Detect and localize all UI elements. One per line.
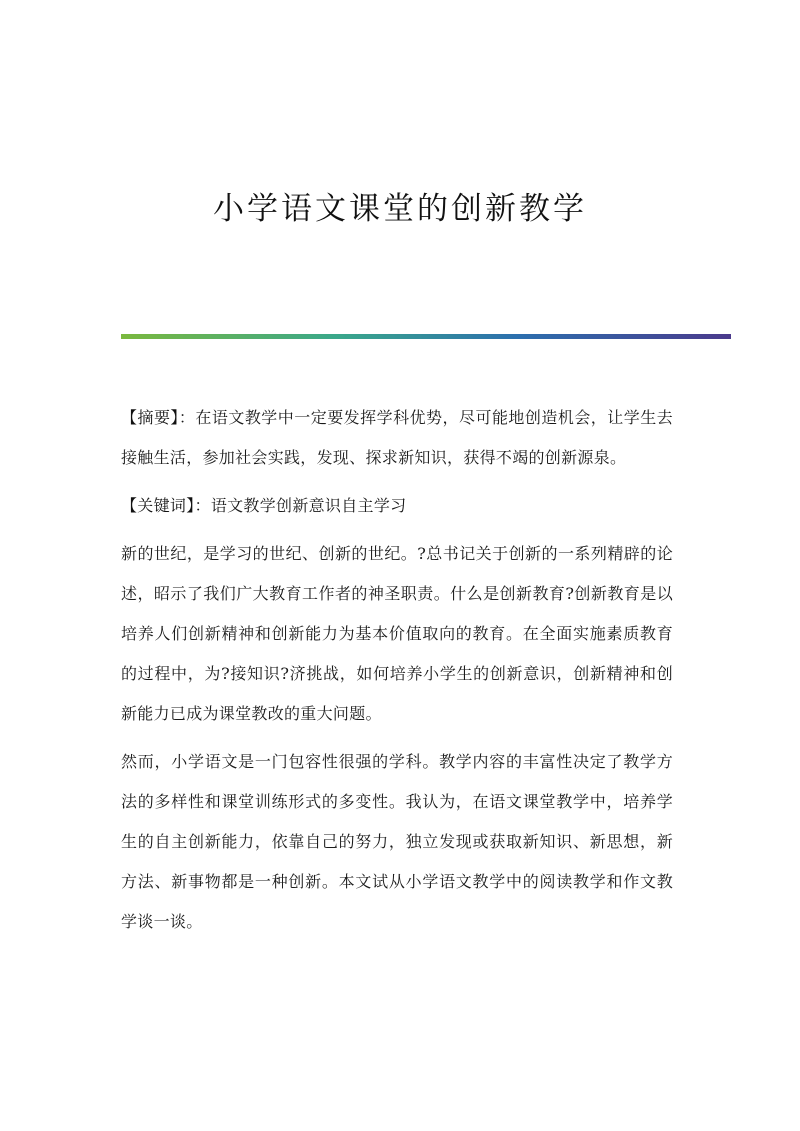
abstract-label: 【摘要】 [121,408,179,427]
keywords-paragraph [121,486,673,526]
abstract-text: 在语文教学中一定要发挥学科优势，尽可能地创造机会，让学生去接触生活，参加社会实践，发现、探求新知识，获得不竭的创新源泉。 [121,408,673,467]
keywords-separator: ： [194,496,211,515]
keywords-label: 【关键词】 [121,496,195,515]
title-divider [121,334,731,339]
page-title: 小学语文课堂的创新教学 [213,191,587,227]
body-paragraph-1: 新的世纪，是学习的世纪、创新的世纪。?总书记关于创新的一系列精辟的论述，昭示了我们广大教育工作者的神圣职责。什么是创新教育?创新教育是以培养人们创新精神和创新能力为基本价值取向的教育。在全面实施素质教育的过程中，为?接知识?济挑战，如何培养小学生的创新意识，创新精神和创新能力已成为课堂教改的重大问题。 [121,544,673,723]
abstract-paragraph [121,398,673,478]
document-body [121,398,673,950]
body-paragraph-2: 然而，小学语文是一门包容性很强的学科。教学内容的丰富性决定了教学方法的多样性和课堂训练形式的多变性。我认为，在语文课堂教学中，培养学生的自主创新能力，依靠自己的努力，独立发现或获取新知识、新思想，新方法、新事物都是一种创新。本文试从小学语文教学中的阅读教学和作文教学谈一谈。 [121,752,673,931]
keywords-text: 语文教学创新意识自主学习 [210,496,407,515]
abstract-separator: ： [178,408,196,427]
